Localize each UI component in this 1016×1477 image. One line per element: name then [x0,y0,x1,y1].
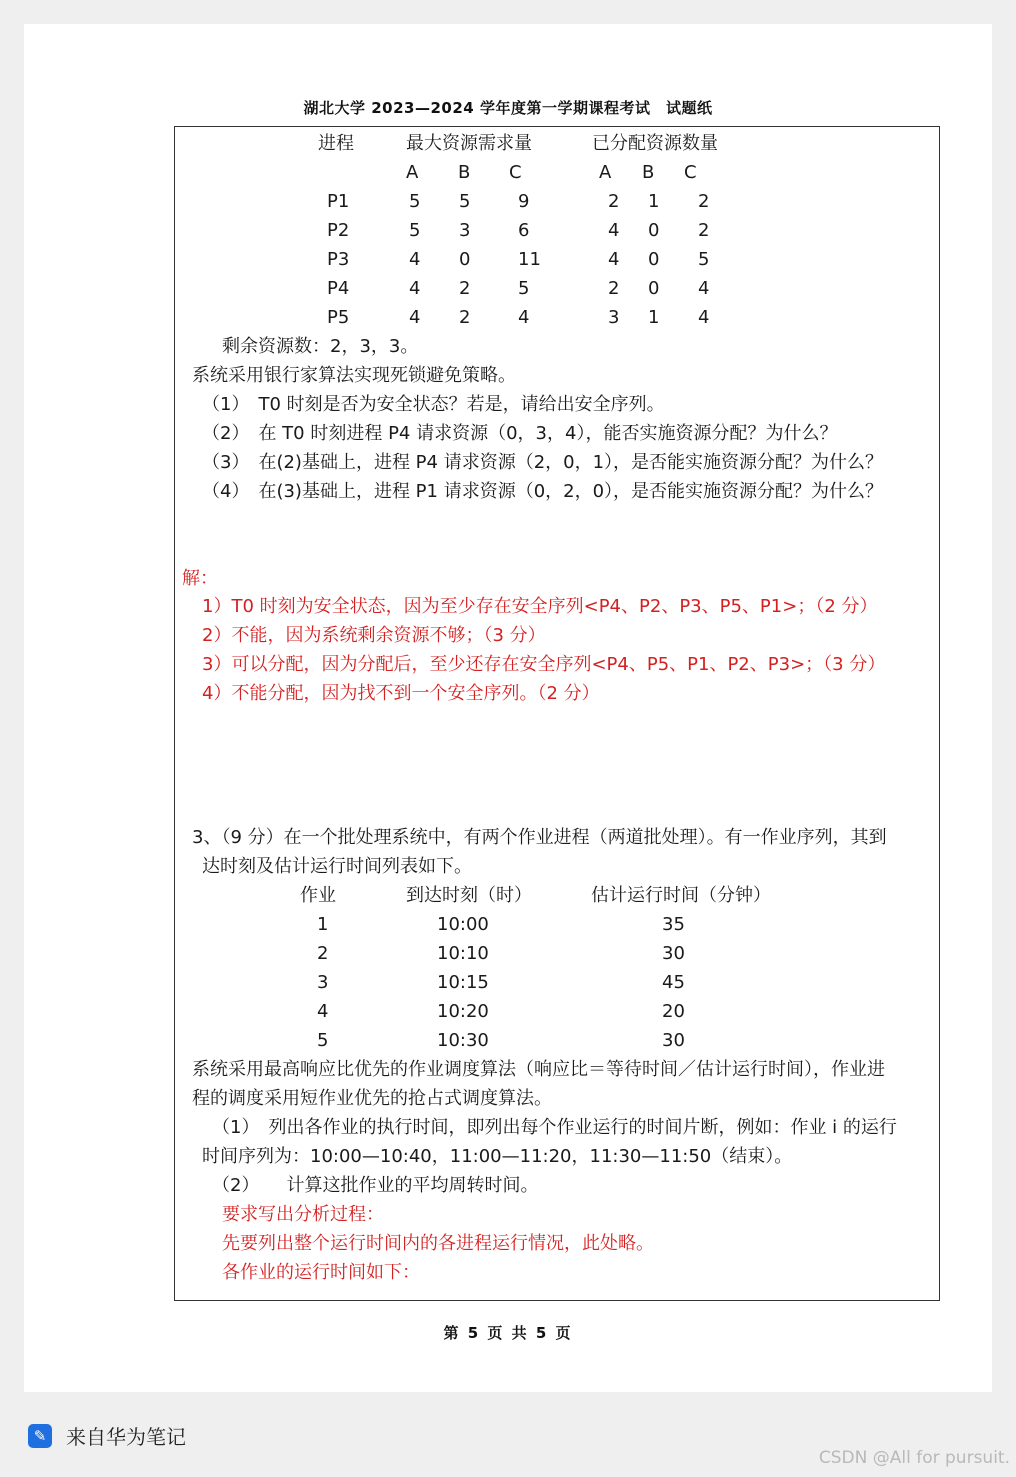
row-alloc-a: 3 [608,307,620,328]
q2-question-1: （1） T0 时刻是否为安全状态？若是，请给出安全序列。 [202,394,665,415]
job-id: 3 [317,972,329,993]
col-header-process: 进程 [318,133,354,154]
job-arrival: 10:20 [437,1001,489,1022]
row-process: P2 [327,220,350,241]
row-max-b: 5 [459,191,471,212]
q3-desc-line1: 系统采用最高响应比优先的作业调度算法（响应比＝等待时间／估计运行时间），作业进 [192,1059,885,1080]
q3-header-runtime: 估计运行时间（分钟） [591,885,771,906]
row-process: P3 [327,249,350,270]
q3-header-job: 作业 [300,885,336,906]
watermark: CSDN @All for pursuit. [818,1448,1010,1468]
row-alloc-c: 2 [698,220,710,241]
row-alloc-b: 0 [648,278,660,299]
job-arrival: 10:10 [437,943,489,964]
exam-title: 湖北大学 2023—2024 学年度第一学期课程考试 试题纸 [303,99,713,117]
row-max-b: 0 [459,249,471,270]
notes-app-icon: ✎ [28,1424,52,1448]
col-header-max: 最大资源需求量 [406,133,532,154]
job-id: 4 [317,1001,329,1022]
remaining-resources: 剩余资源数：2，3，3。 [222,336,419,357]
row-alloc-c: 2 [698,191,710,212]
q3-intro-line1: 3、（9 分）在一个批处理系统中，有两个作业进程（两道批处理）。有一作业序列，其到 [192,827,887,848]
row-alloc-b: 1 [648,307,660,328]
q2-question-4: （4） 在(3)基础上，进程 P1 请求资源（0，2，0），是否能实施资源分配？为什么？ [202,481,884,502]
q2-question-2: （2） 在 T0 时刻进程 P4 请求资源（0，3，4），能否实施资源分配？为什么？ [202,423,838,444]
sub-header: C [509,162,522,183]
q3-desc-line2: 程的调度采用短作业优先的抢占式调度算法。 [192,1088,552,1109]
q3-note-2: 先要列出整个运行时间内的各进程运行情况，此处略。 [222,1233,654,1254]
row-max-c: 9 [518,191,530,212]
row-process: P4 [327,278,350,299]
answer-2: 2）不能，因为系统剩余资源不够；（3 分） [202,625,546,646]
job-id: 2 [317,943,329,964]
row-max-c: 11 [518,249,541,270]
q3-sub1-line2: 时间序列为：10:00—10:40，11:00—11:20，11:30—11:50（结束）。 [202,1146,793,1167]
row-max-c: 6 [518,220,530,241]
row-alloc-c: 4 [698,307,710,328]
row-process: P5 [327,307,350,328]
sub-header: A [599,162,612,183]
job-runtime: 20 [662,1001,685,1022]
job-id: 5 [317,1030,329,1051]
sub-header: B [458,162,471,183]
row-max-a: 4 [409,249,421,270]
row-max-a: 4 [409,278,421,299]
row-alloc-c: 5 [698,249,710,270]
q2-question-3: （3） 在(2)基础上，进程 P4 请求资源（2，0，1），是否能实施资源分配？为什么？ [202,452,884,473]
row-alloc-a: 2 [608,191,620,212]
row-alloc-c: 4 [698,278,710,299]
row-max-b: 3 [459,220,471,241]
row-max-a: 4 [409,307,421,328]
row-max-a: 5 [409,191,421,212]
row-max-c: 4 [518,307,530,328]
job-arrival: 10:30 [437,1030,489,1051]
source-label: 来自华为笔记 [66,1425,186,1449]
col-header-alloc: 已分配资源数量 [592,133,718,154]
answer-label: 解： [182,568,218,589]
q3-sub1-line1: （1） 列出各作业的执行时间，即列出每个作业运行的时间片断，例如：作业 i 的运行 [212,1117,897,1138]
q3-note-3: 各作业的运行时间如下： [222,1262,420,1283]
row-process: P1 [327,191,350,212]
row-alloc-b: 0 [648,220,660,241]
page-footer: 第 5 页 共 5 页 [443,1324,573,1342]
row-alloc-a: 4 [608,220,620,241]
row-alloc-b: 1 [648,191,660,212]
row-alloc-b: 0 [648,249,660,270]
q3-sub2: （2） 计算这批作业的平均周转时间。 [212,1175,539,1196]
source-attribution [28,1421,186,1450]
row-max-b: 2 [459,278,471,299]
answer-1: 1）T0 时刻为安全状态，因为至少存在安全序列<P4、P2、P3、P5、P1>；（2 分） [202,596,878,617]
row-max-b: 2 [459,307,471,328]
row-max-a: 5 [409,220,421,241]
sub-header: C [684,162,697,183]
answer-3: 3）可以分配，因为分配后，至少还存在安全序列<P4、P5、P1、P2、P3>；（3 分） [202,654,886,675]
sub-header: A [406,162,419,183]
job-arrival: 10:00 [437,914,489,935]
job-runtime: 35 [662,914,685,935]
job-id: 1 [317,914,329,935]
job-runtime: 45 [662,972,685,993]
q2-intro: 系统采用银行家算法实现死锁避免策略。 [192,365,516,386]
job-arrival: 10:15 [437,972,489,993]
q3-intro-line2: 达时刻及估计运行时间列表如下。 [202,856,472,877]
q3-header-arrival: 到达时刻（时） [406,885,532,906]
row-alloc-a: 2 [608,278,620,299]
row-max-c: 5 [518,278,530,299]
job-runtime: 30 [662,943,685,964]
job-runtime: 30 [662,1030,685,1051]
row-alloc-a: 4 [608,249,620,270]
q3-note-1: 要求写出分析过程： [222,1204,384,1225]
sub-header: B [642,162,655,183]
answer-4: 4）不能分配，因为找不到一个安全序列。（2 分） [202,683,600,704]
